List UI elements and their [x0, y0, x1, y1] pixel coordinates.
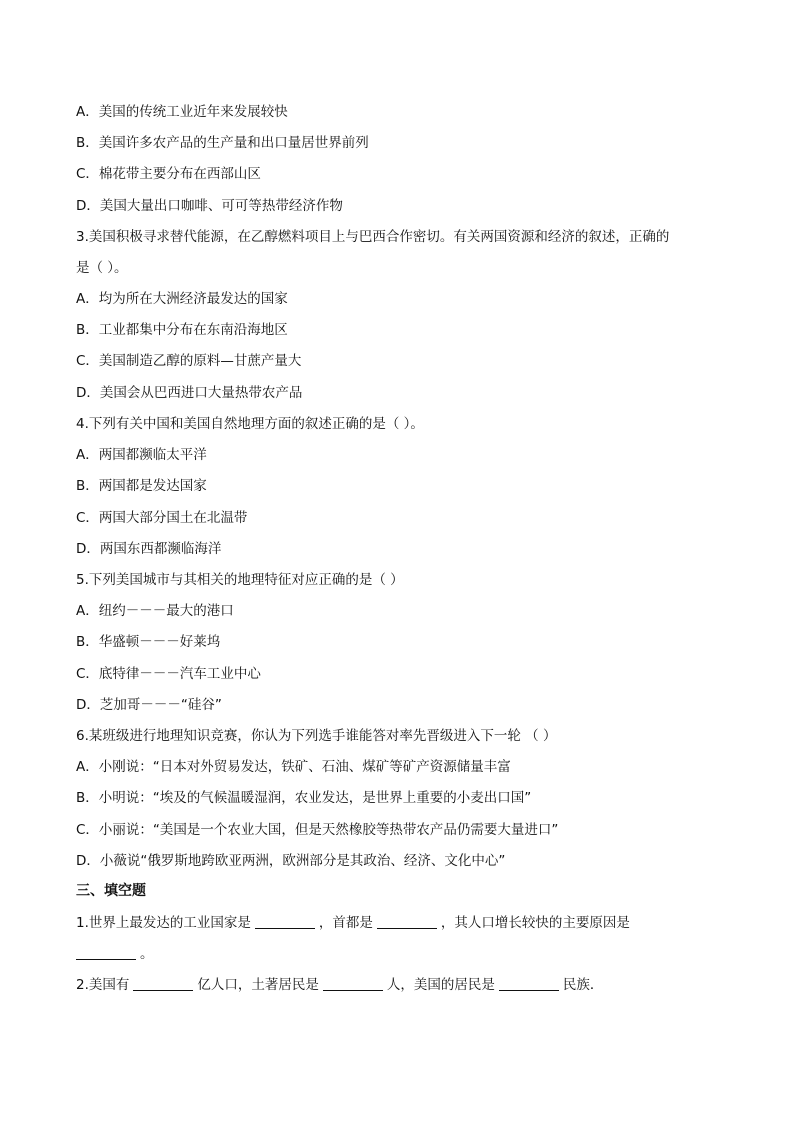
q3-option-a: A．均为所在大洲经济最发达的国家 — [76, 291, 288, 307]
fill1-text-2: ，首都是 — [318, 915, 373, 931]
q6-option-a: A．小刚说：“日本对外贸易发达，铁矿、石油、煤矿等矿产资源储量丰富 — [76, 759, 511, 775]
fill1-text-3: ，其人口增长较快的主要原因是 — [440, 915, 630, 931]
q2-option-c: C．棉花带主要分布在西部山区 — [76, 166, 261, 182]
q3-option-c: C．美国制造乙醇的原料—甘蔗产量大 — [76, 353, 302, 369]
q6-stem: 6.某班级进行地理知识竞赛，你认为下列选手谁能答对率先晋级进入下一轮 （ ） — [76, 728, 557, 744]
fill1-blank-3 — [76, 945, 136, 960]
q3-option-b: B．工业都集中分布在东南沿海地区 — [76, 322, 288, 338]
fill1-text-1: 1.世界上最发达的工业国家是 — [76, 915, 251, 931]
fill2-blank-1 — [133, 976, 193, 991]
q6-option-c: C．小丽说：“美国是一个农业大国，但是天然橡胶等热带农产品仍需要大量进口” — [76, 822, 559, 838]
section-heading: 三、填空题 — [76, 883, 146, 899]
q4-option-d: D．两国东西都濒临海洋 — [76, 541, 222, 557]
fill-question-1-cont — [76, 945, 736, 963]
q5-stem: 5.下列美国城市与其相关的地理特征对应正确的是（ ） — [76, 572, 404, 588]
q2-option-b: B．美国许多农产品的生产量和出口量居世界前列 — [76, 135, 369, 151]
fill-question-1 — [76, 914, 736, 932]
fill2-text-2: 亿人口，土著居民是 — [197, 977, 319, 993]
fill1-text-4: 。 — [140, 946, 154, 962]
q6-option-d: D．小薇说“俄罗斯地跨欧亚两洲，欧洲部分是其政治、经济、文化中心” — [76, 853, 506, 869]
q3-stem-line2: 是（ ）。 — [76, 260, 128, 276]
fill2-text-1: 2.美国有 — [76, 977, 130, 993]
q5-option-a: A．纽约－－－最大的港口 — [76, 603, 234, 619]
fill1-blank-2 — [377, 914, 437, 929]
fill2-blank-3 — [499, 976, 559, 991]
fill1-blank-1 — [255, 914, 315, 929]
q2-option-a: A．美国的传统工业近年来发展较快 — [76, 104, 288, 120]
q2-option-d: D．美国大量出口咖啡、可可等热带经济作物 — [76, 198, 343, 214]
fill2-text-4: 民族． — [562, 977, 604, 993]
q6-option-b: B．小明说：“埃及的气候温暖湿润，农业发达，是世界上重要的小麦出口国” — [76, 790, 532, 806]
fill-question-2 — [76, 976, 736, 994]
q4-stem: 4.下列有关中国和美国自然地理方面的叙述正确的是（ ）。 — [76, 416, 424, 432]
q3-option-d: D．美国会从巴西进口大量热带农产品 — [76, 385, 303, 401]
fill2-text-3: 人，美国的居民是 — [386, 977, 495, 993]
q3-stem-line1: 3.美国积极寻求替代能源，在乙醇燃料项目上与巴西合作密切。有关两国资源和经济的叙述，正确的 — [76, 229, 670, 245]
q4-option-a: A．两国都濒临太平洋 — [76, 447, 207, 463]
q4-option-b: B．两国都是发达国家 — [76, 478, 207, 494]
q4-option-c: C．两国大部分国土在北温带 — [76, 510, 248, 526]
q5-option-d: D．芝加哥－－－“硅谷” — [76, 697, 222, 713]
q5-option-c: C．底特律－－－汽车工业中心 — [76, 666, 261, 682]
fill2-blank-2 — [323, 976, 383, 991]
q5-option-b: B．华盛顿－－－好莱坞 — [76, 634, 221, 650]
